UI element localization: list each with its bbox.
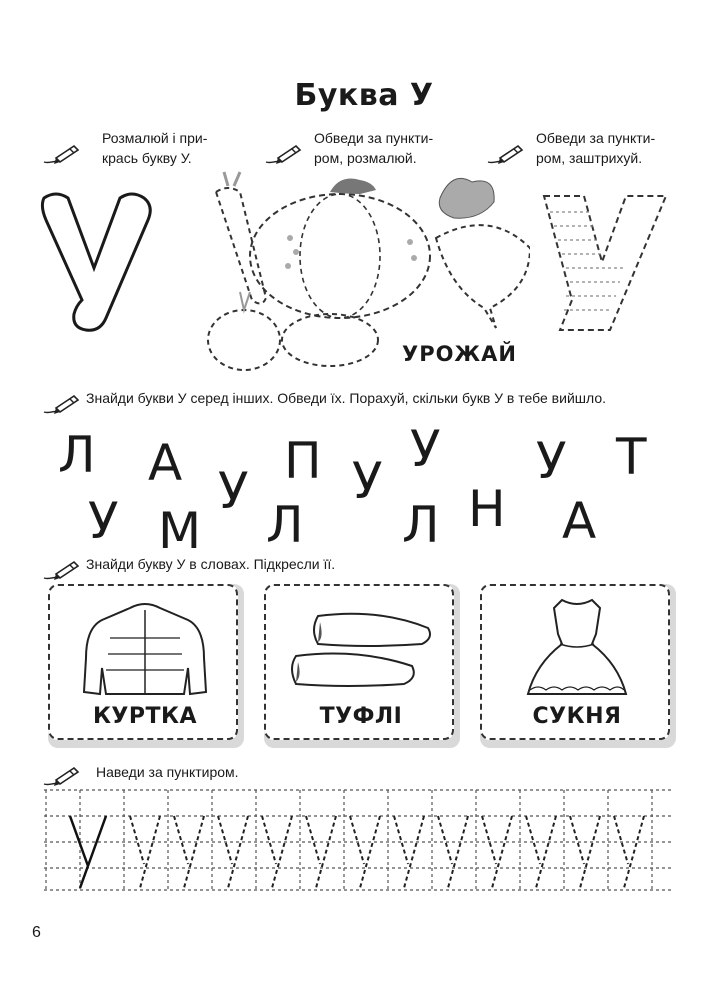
card-word: КУРТКА — [92, 704, 198, 729]
instruction-trace-color: Обведи за пункти- ром, розмалюй. — [314, 130, 434, 166]
scattered-letter[interactable]: Л — [402, 496, 440, 554]
hatched-letter-outline[interactable] — [536, 190, 676, 340]
scattered-letter[interactable]: М — [158, 502, 202, 560]
word-card-jacket[interactable] — [48, 584, 244, 748]
big-letter-outline[interactable] — [36, 188, 166, 338]
scattered-letter[interactable]: П — [284, 432, 322, 490]
card-word: ТУФЛІ — [319, 704, 403, 729]
scattered-letter[interactable]: Л — [58, 426, 96, 484]
word-card-shoes[interactable] — [264, 584, 460, 748]
scattered-letter[interactable]: У — [352, 452, 383, 510]
instruction-find-in-words: Знайди букву У в словах. Підкресли її. — [86, 556, 336, 572]
instruction-color-letter: Розмалюй і при- крась букву У. — [102, 130, 208, 166]
instruction-trace-hatch: Обведи за пункти- ром, заштрихуй. — [536, 130, 656, 166]
harvest-label: УРОЖАЙ — [402, 342, 517, 366]
card-word: СУКНЯ — [532, 704, 622, 729]
page-title: Буква У — [294, 78, 434, 113]
pencil-icon — [40, 140, 80, 168]
scattered-letter[interactable]: А — [562, 492, 597, 550]
scattered-letter[interactable]: У — [410, 420, 441, 478]
scattered-letter[interactable]: У — [536, 432, 567, 490]
shoes-icon — [288, 608, 438, 694]
dress-icon — [522, 594, 632, 702]
scattered-letter[interactable]: А — [148, 434, 183, 492]
scattered-letter[interactable]: У — [88, 492, 119, 550]
pencil-icon — [262, 140, 302, 168]
scattered-letter[interactable]: Т — [616, 428, 647, 486]
word-card-dress[interactable] — [480, 584, 676, 748]
pencil-icon — [40, 762, 80, 790]
scattered-letter[interactable]: Н — [468, 480, 506, 538]
scattered-letter[interactable]: У — [218, 462, 249, 520]
pencil-icon — [40, 390, 80, 418]
instruction-find-letters: Знайди букви У серед інших. Обведи їх. Порахуй, скільки букв У в тебе вийшло. — [86, 390, 606, 406]
scattered-letter[interactable]: Л — [266, 496, 304, 554]
tracing-grid[interactable] — [44, 788, 674, 892]
pencil-icon — [40, 556, 80, 584]
page-number: 6 — [32, 924, 41, 941]
jacket-icon — [80, 598, 210, 702]
pencil-icon — [484, 140, 524, 168]
instruction-trace-row: Наведи за пунктиром. — [96, 764, 239, 780]
